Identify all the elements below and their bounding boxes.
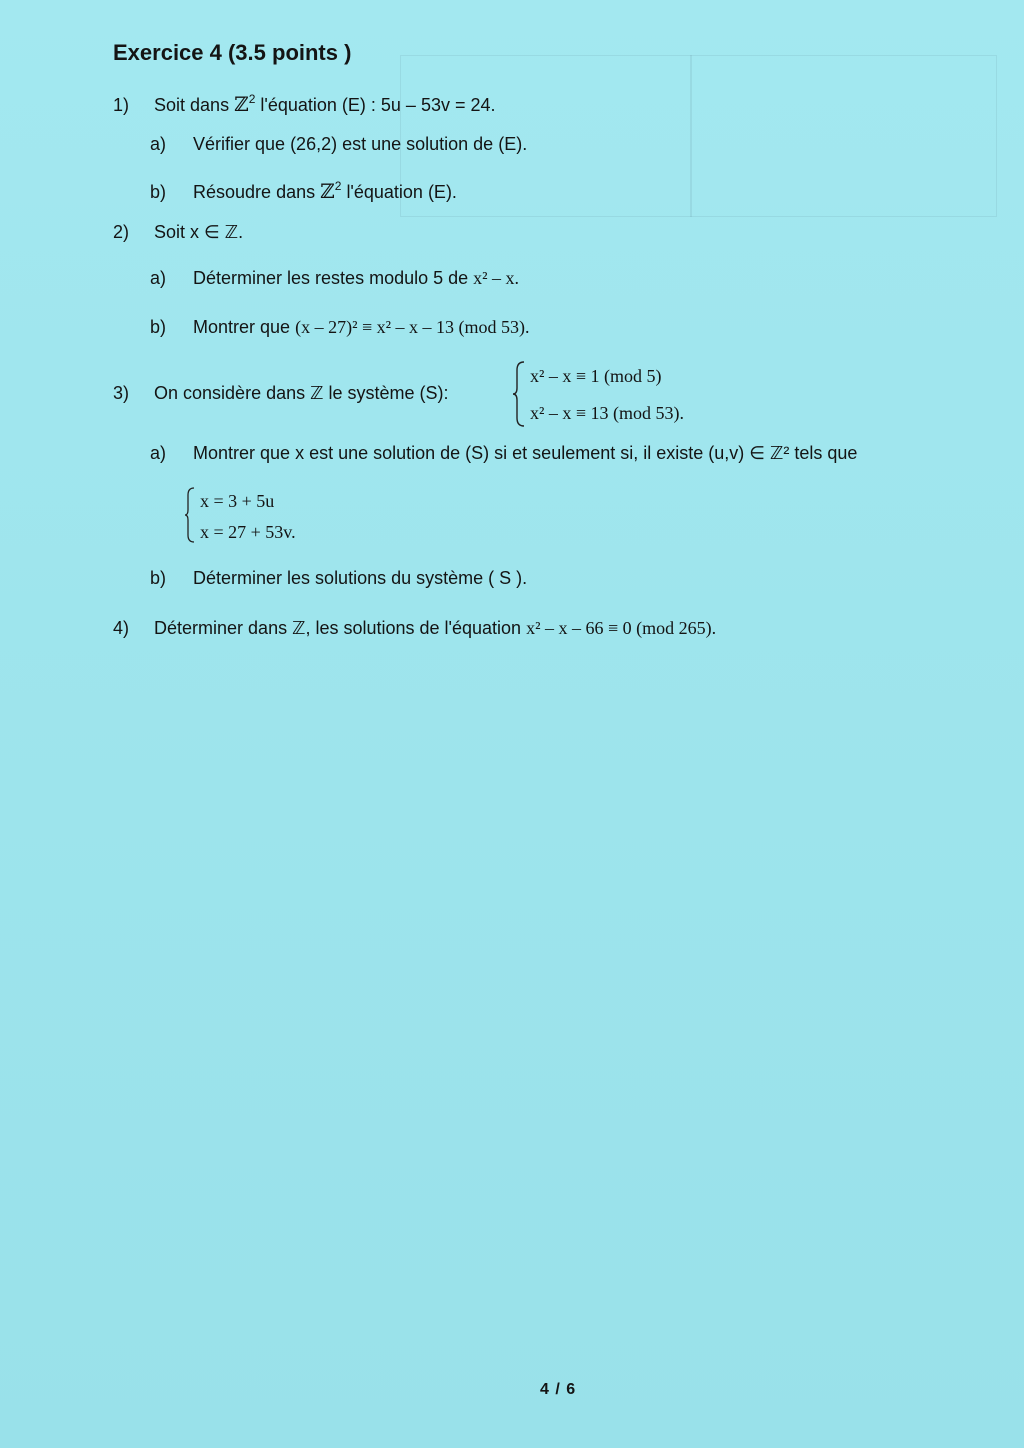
question-2-text: Soit x ∈ ℤ.: [154, 222, 244, 242]
question-3-text: On considère dans ℤ le système (S):: [154, 383, 449, 403]
question-3: [113, 381, 449, 405]
exercise-title: Exercice 4 (3.5 points ): [113, 40, 352, 65]
page-number: 4 / 6: [540, 1381, 577, 1398]
question-1a: [150, 132, 527, 156]
question-3b-label: b): [150, 568, 167, 588]
question-4-text: Déterminer dans ℤ, les solutions de l'équation: [154, 618, 522, 638]
question-2a-text: Déterminer les restes modulo 5 de: [193, 268, 469, 288]
question-2b-expression: (x – 27)² ≡ x² – x – 13 (mod 53).: [295, 317, 530, 337]
question-3a: [150, 441, 857, 465]
question-2b: [150, 315, 530, 339]
condition-1: x = 3 + 5u: [200, 491, 275, 511]
question-2a-expression: x² – x.: [473, 268, 520, 288]
question-3b: [150, 566, 527, 590]
question-2-number: 2): [113, 222, 130, 242]
question-1b-text-end: l'équation (E).: [346, 182, 457, 202]
integer-set-symbol: ℤ: [320, 179, 335, 203]
question-3b-text: Déterminer les solutions du système ( S ).: [193, 568, 528, 588]
question-3-number: 3): [113, 383, 130, 403]
question-2a-label: a): [150, 268, 167, 288]
question-2a: [150, 266, 519, 290]
question-1: [113, 92, 496, 117]
integer-set-symbol: ℤ: [234, 92, 249, 116]
system-equation-2: x² – x ≡ 13 (mod 53).: [530, 403, 685, 423]
question-1a-text: Vérifier que (26,2) est une solution de (E).: [193, 134, 528, 154]
question-1b: [150, 179, 457, 204]
question-3a-text: Montrer que x est une solution de (S) si et seulement si, il existe (u,v) ∈ ℤ² tels que: [193, 443, 858, 463]
system-equation-1: x² – x ≡ 1 (mod 5): [530, 366, 662, 386]
question-1a-label: a): [150, 134, 167, 154]
question-4: [113, 616, 716, 640]
question-1-number: 1): [113, 95, 130, 115]
question-2b-text: Montrer que: [193, 317, 291, 337]
question-1-text-start: Soit dans: [154, 95, 230, 115]
bleed-through-header-box: [690, 55, 997, 217]
question-2b-label: b): [150, 317, 167, 337]
system-brace: [512, 360, 526, 432]
question-1-text-end: l'équation (E) : 5u – 53v = 24.: [260, 95, 496, 115]
question-3a-label: a): [150, 443, 167, 463]
exponent: 2: [248, 92, 256, 106]
question-4-expression: x² – x – 66 ≡ 0 (mod 265).: [526, 618, 717, 638]
question-1b-label: b): [150, 182, 167, 202]
exponent: 2: [334, 179, 342, 193]
question-2: [113, 220, 243, 244]
conditions-brace: [184, 486, 196, 548]
condition-2: x = 27 + 53v.: [200, 522, 296, 542]
question-1b-text-start: Résoudre dans: [193, 182, 316, 202]
question-4-number: 4): [113, 618, 130, 638]
